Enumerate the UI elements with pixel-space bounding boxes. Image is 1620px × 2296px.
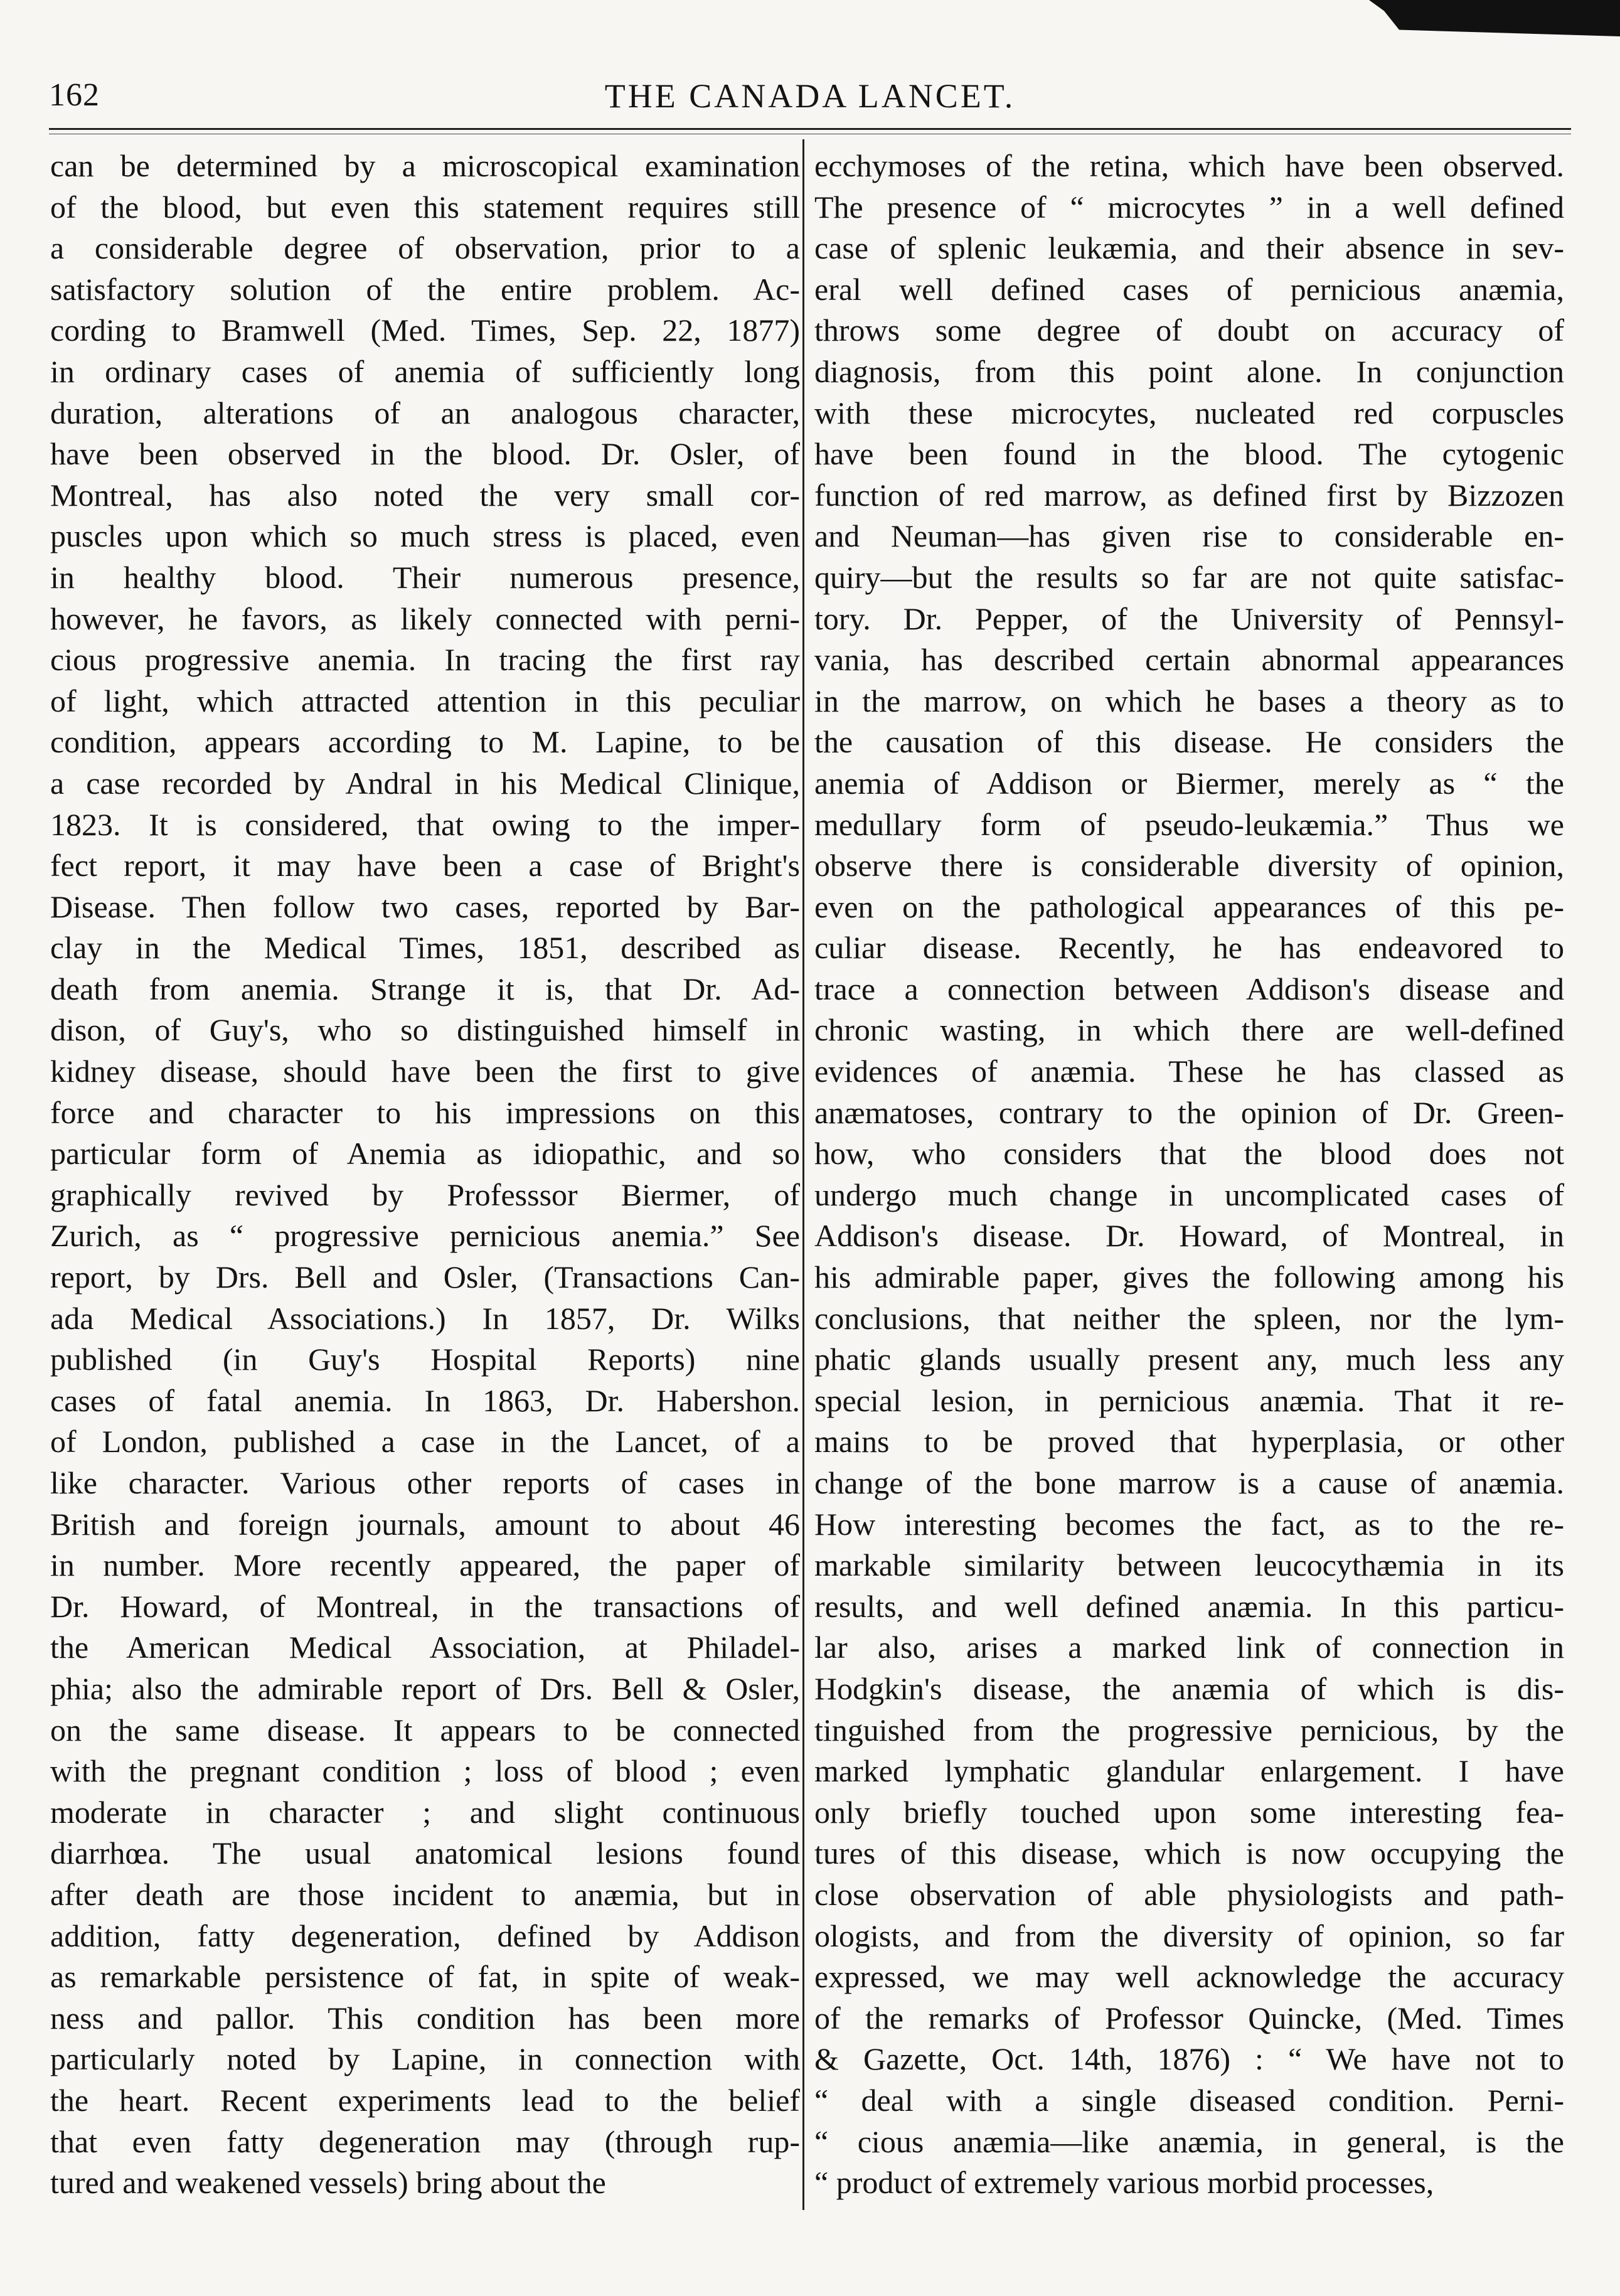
column-divider [802, 139, 804, 2210]
right-column [814, 146, 1564, 2204]
text-line: in healthy blood. Their numerous presence, [50, 559, 800, 595]
text-line: British and foreign journals, amount to about 46 [50, 1506, 800, 1542]
text-line: particularly noted by Lapine, in connection with [50, 2041, 800, 2077]
text-line: change of the bone marrow is a cause of anæmia. [814, 1465, 1564, 1500]
text-line: tures of this disease, which is now occupying the [814, 1835, 1564, 1871]
text-line: published (in Guy's Hospital Reports) nine [50, 1342, 800, 1377]
text-line: satisfactory solution of the entire problem. Ac- [50, 271, 800, 307]
text-line: Addison's disease. Dr. Howard, of Montreal, in [814, 1218, 1564, 1254]
text-line: of light, which attracted attention in this peculiar [50, 683, 800, 718]
text-line: with the pregnant condition ; loss of blood ; even [50, 1753, 800, 1789]
scan-corner-mark [1369, 0, 1620, 36]
text-line: particular form of Anemia as idiopathic, and so [50, 1136, 800, 1172]
text-line: function of red marrow, as defined first by Bizzozen [814, 477, 1564, 513]
text-line: kidney disease, should have been the first to give [50, 1054, 800, 1089]
text-line: force and character to his impressions on this [50, 1094, 800, 1130]
text-line: medullary form of pseudo-leukæmia.” Thus we [814, 806, 1564, 842]
text-line: marked lymphatic glandular enlargement. I have [814, 1753, 1564, 1789]
text-line: The presence of “ microcytes ” in a well defined [814, 189, 1564, 225]
text-line: tured and weakened vessels) bring about the [50, 2165, 606, 2201]
text-line: have been found in the blood. The cytogenic [814, 436, 1564, 472]
text-line: in the marrow, on which he bases a theory as to [814, 683, 1564, 718]
text-line: Zurich, as “ progressive pernicious anemia.” See [50, 1218, 800, 1254]
text-line: & Gazette, Oct. 14th, 1876) : “ We have not to [814, 2041, 1564, 2077]
text-line: lar also, arises a marked link of connection in [814, 1630, 1564, 1665]
text-line: anemia of Addison or Biermer, merely as “ the [814, 765, 1564, 801]
text-line: and Neuman—has given rise to considerable en- [814, 518, 1564, 554]
text-line: addition, fatty degeneration, defined by Addison [50, 1918, 800, 1953]
running-title: THE CANADA LANCET. [604, 77, 1016, 115]
text-line: on the same disease. It appears to be connected [50, 1712, 800, 1748]
text-line: dison, of Guy's, who so distinguished himself in [50, 1012, 800, 1048]
text-line: Montreal, has also noted the very small cor- [50, 477, 800, 513]
page-number: 162 [49, 77, 100, 113]
text-line: close observation of able physiologists and path- [814, 1876, 1564, 1912]
text-line: vania, has described certain abnormal appearances [814, 642, 1564, 678]
left-column [50, 146, 800, 2204]
text-line: diarrhœa. The usual anatomical lesions found [50, 1835, 800, 1871]
text-line: results, and well defined anæmia. In this particu- [814, 1588, 1564, 1624]
text-line: mains to be proved that hyperplasia, or other [814, 1424, 1564, 1460]
text-line: evidences of anæmia. These he has classed as [814, 1054, 1564, 1089]
text-line: special lesion, in pernicious anæmia. That it re- [814, 1382, 1564, 1418]
text-line: of the blood, but even this statement requires still [50, 189, 800, 225]
text-line: markable similarity between leucocythæmia in its [814, 1547, 1564, 1583]
text-line: only briefly touched upon some interesting fea- [814, 1794, 1564, 1830]
text-line: cases of fatal anemia. In 1863, Dr. Habershon. [50, 1382, 800, 1418]
text-line: can be determined by a microscopical examination [50, 148, 800, 183]
text-line: chronic wasting, in which there are well-defined [814, 1012, 1564, 1048]
text-line: fect report, it may have been a case of Bright's [50, 848, 800, 884]
text-line: ness and pallor. This condition has been more [50, 2000, 800, 2036]
text-line: with these microcytes, nucleated red corpuscles [814, 395, 1564, 430]
text-line: anæmatoses, contrary to the opinion of Dr. Green- [814, 1094, 1564, 1130]
text-line: of the remarks of Professor Quincke, (Med. Times [814, 2000, 1564, 2036]
text-line: throws some degree of doubt on accuracy of [814, 312, 1564, 348]
text-line: tinguished from the progressive pernicious, by the [814, 1712, 1564, 1748]
text-line: death from anemia. Strange it is, that Dr. Ad- [50, 971, 800, 1007]
text-line: phia; also the admirable report of Drs. Bell & Osler, [50, 1670, 800, 1706]
text-line: a considerable degree of observation, prior to a [50, 230, 800, 266]
text-line: however, he favors, as likely connected with perni- [50, 601, 800, 636]
text-line: like character. Various other reports of cases in [50, 1465, 800, 1500]
text-line: clay in the Medical Times, 1851, described as [50, 930, 800, 966]
text-line: Disease. Then follow two cases, reported by Bar- [50, 889, 800, 924]
text-line: in ordinary cases of anemia of sufficiently long [50, 353, 800, 389]
text-line: the heart. Recent experiments lead to the belief [50, 2082, 800, 2118]
text-line: culiar disease. Recently, he has endeavored to [814, 930, 1564, 966]
text-line: “ cious anæmia—like anæmia, in general, is the [814, 2123, 1564, 2159]
text-line: Dr. Howard, of Montreal, in the transactions of [50, 1588, 800, 1624]
text-line: the American Medical Association, at Philadel- [50, 1630, 800, 1665]
text-line: a case recorded by Andral in his Medical Clinique, [50, 765, 800, 801]
text-line: “ deal with a single diseased condition. Perni- [814, 2082, 1564, 2118]
header-rule [49, 128, 1571, 130]
text-line: tory. Dr. Pepper, of the University of Pennsyl- [814, 601, 1564, 636]
text-line: ecchymoses of the retina, which have been observed. [814, 148, 1564, 183]
text-line: of London, published a case in the Lancet, of a [50, 1424, 800, 1460]
text-line: undergo much change in uncomplicated cases of [814, 1177, 1564, 1212]
text-line: phatic glands usually present any, much less any [814, 1342, 1564, 1377]
text-line: his admirable paper, gives the following among his [814, 1259, 1564, 1295]
text-line: expressed, we may well acknowledge the accuracy [814, 1959, 1564, 1995]
text-line: How interesting becomes the fact, as to the re- [814, 1506, 1564, 1542]
text-line: cording to Bramwell (Med. Times, Sep. 22, 1877) [50, 312, 800, 348]
text-line: “ product of extremely various morbid processes, [814, 2165, 1434, 2201]
text-line: report, by Drs. Bell and Osler, (Transactions Can- [50, 1259, 800, 1295]
text-line: even on the pathological appearances of this pe- [814, 889, 1564, 924]
text-line: how, who considers that the blood does not [814, 1136, 1564, 1172]
text-line: the causation of this disease. He considers the [814, 724, 1564, 760]
text-line: conclusions, that neither the spleen, nor the lym- [814, 1300, 1564, 1336]
text-line: after death are those incident to anæmia, but in [50, 1876, 800, 1912]
text-line: that even fatty degeneration may (through rup- [50, 2123, 800, 2159]
text-line: case of splenic leukæmia, and their absence in sev- [814, 230, 1564, 266]
text-line: ologists, and from the diversity of opinion, so far [814, 1918, 1564, 1953]
text-line: have been observed in the blood. Dr. Osler, of [50, 436, 800, 472]
text-line: diagnosis, from this point alone. In conjunction [814, 353, 1564, 389]
page-header [49, 69, 1571, 125]
text-line: quiry—but the results so far are not quite satisfac- [814, 559, 1564, 595]
text-line: trace a connection between Addison's disease and [814, 971, 1564, 1007]
text-line: as remarkable persistence of fat, in spite of weak- [50, 1959, 800, 1995]
text-line: condition, appears according to M. Lapine, to be [50, 724, 800, 760]
text-line: duration, alterations of an analogous character, [50, 395, 800, 430]
text-line: observe there is considerable diversity of opinion, [814, 848, 1564, 884]
text-line: moderate in character ; and slight continuous [50, 1794, 800, 1830]
text-line: Hodgkin's disease, the anæmia of which is dis- [814, 1670, 1564, 1706]
text-line: ada Medical Associations.) In 1857, Dr. Wilks [50, 1300, 800, 1336]
text-line: cious progressive anemia. In tracing the first ray [50, 642, 800, 678]
text-line: puscles upon which so much stress is placed, even [50, 518, 800, 554]
text-line: eral well defined cases of pernicious anæmia, [814, 271, 1564, 307]
text-line: 1823. It is considered, that owing to the imper- [50, 806, 800, 842]
text-line: in number. More recently appeared, the paper of [50, 1547, 800, 1583]
text-line: graphically revived by Professsor Biermer, of [50, 1177, 800, 1212]
